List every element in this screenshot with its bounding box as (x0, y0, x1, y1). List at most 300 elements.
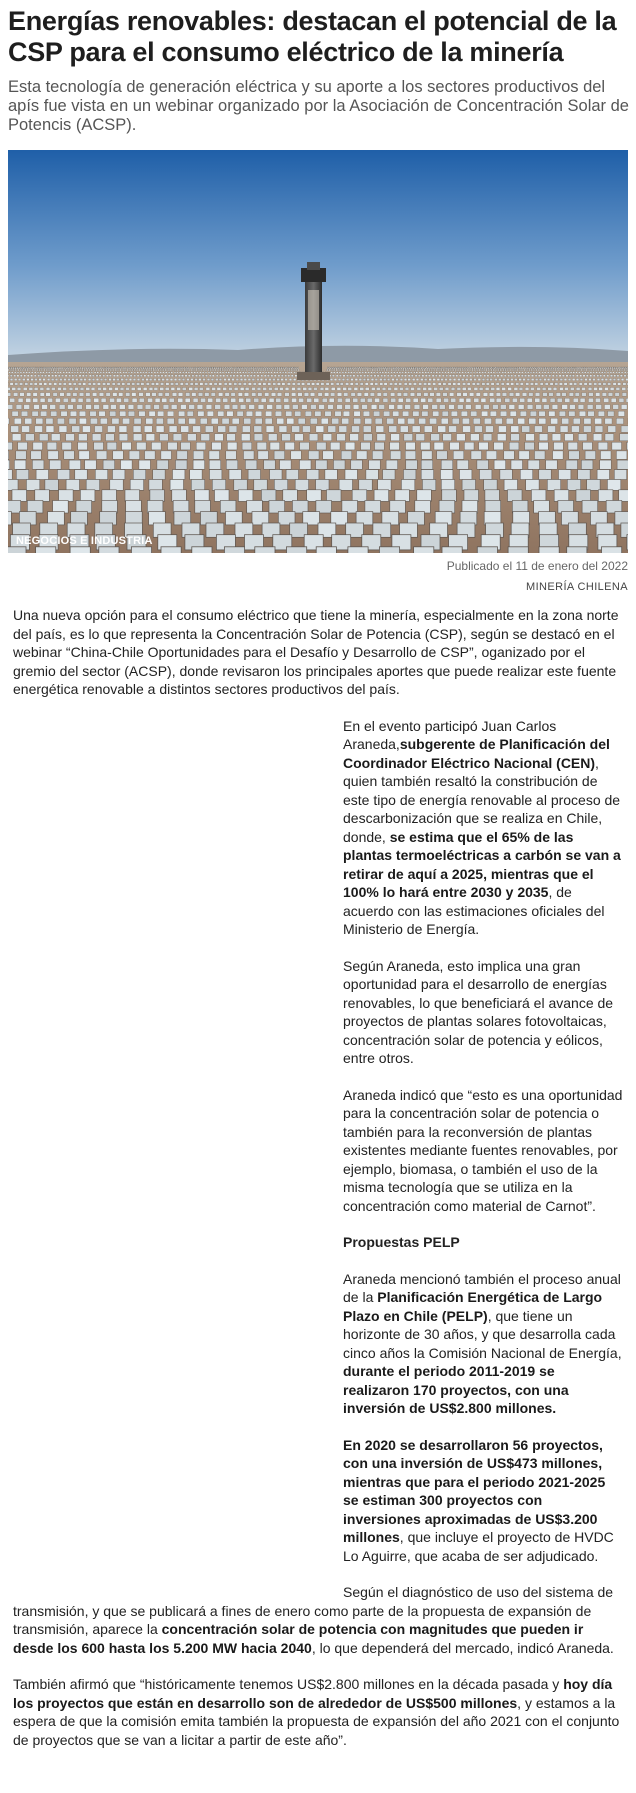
heliostat-mirror (61, 375, 63, 377)
heliostat-mirror (490, 372, 492, 374)
heliostat-mirror (100, 368, 101, 369)
heliostat-mirror (394, 388, 398, 391)
heliostat-mirror (122, 383, 125, 386)
heliostat-mirror (69, 460, 81, 469)
heliostat-mirror (435, 375, 437, 377)
heliostat-mirror (386, 460, 398, 469)
heliostat-mirror (72, 379, 75, 381)
heliostat-mirror (236, 379, 239, 381)
heliostat-mirror (195, 375, 197, 377)
heliostat-mirror (139, 460, 151, 469)
heliostat-mirror (283, 490, 298, 502)
heliostat-mirror (77, 405, 83, 410)
heliostat-mirror (84, 369, 86, 370)
heliostat-mirror (421, 379, 424, 381)
heliostat-mirror (18, 379, 21, 381)
heliostat-mirror (14, 375, 16, 377)
heliostat-mirror (36, 547, 56, 553)
heliostat-mirror (140, 372, 142, 374)
heliostat-mirror (259, 368, 260, 369)
heliostat-mirror (500, 369, 502, 370)
heliostat-mirror (359, 379, 362, 381)
heliostat-mirror (445, 379, 448, 381)
heliostat-mirror (149, 368, 150, 369)
heliostat-mirror (307, 398, 312, 402)
heliostat-mirror (178, 418, 185, 424)
heliostat-mirror (422, 375, 424, 377)
heliostat-mirror (129, 369, 131, 370)
heliostat-mirror (459, 372, 461, 374)
heliostat-mirror (512, 369, 514, 370)
heliostat-mirror (353, 372, 355, 374)
heliostat-mirror (442, 372, 444, 374)
heliostat-mirror (40, 398, 45, 402)
heliostat-mirror (620, 375, 622, 377)
heliostat-mirror (265, 368, 266, 369)
heliostat-mirror (39, 368, 40, 369)
heliostat-mirror (449, 379, 452, 381)
heliostat-mirror (40, 388, 44, 391)
heliostat-mirror (185, 368, 186, 369)
heliostat-mirror (179, 369, 181, 370)
heliostat-mirror (418, 375, 420, 377)
heliostat-mirror (143, 372, 145, 374)
heliostat-mirror (346, 375, 348, 377)
heliostat-mirror (365, 501, 381, 514)
heliostat-mirror (503, 369, 505, 370)
heliostat-mirror (475, 405, 481, 410)
heliostat-mirror (379, 368, 380, 369)
heliostat-mirror (451, 372, 453, 374)
heliostat-mirror (119, 393, 123, 396)
heliostat-mirror (436, 369, 438, 370)
heliostat-mirror (413, 383, 416, 386)
heliostat-mirror (12, 434, 21, 441)
heliostat-mirror (18, 442, 28, 450)
heliostat-mirror (585, 368, 586, 369)
heliostat-mirror (446, 375, 448, 377)
heliostat-mirror (376, 426, 384, 432)
heliostat-mirror (538, 375, 540, 377)
heliostat-mirror (26, 398, 31, 402)
heliostat-mirror (141, 383, 144, 386)
heliostat-mirror (506, 418, 513, 424)
heliostat-mirror (565, 388, 569, 391)
heliostat-mirror (86, 393, 90, 396)
heliostat-mirror (13, 368, 14, 369)
heliostat-mirror (494, 460, 506, 469)
heliostat-mirror (120, 368, 121, 369)
heliostat-mirror (354, 388, 358, 391)
heliostat-mirror (124, 369, 126, 370)
heliostat-mirror (608, 426, 616, 432)
heliostat-mirror (442, 547, 462, 553)
heliostat-mirror (139, 368, 140, 369)
heliostat-mirror (191, 372, 193, 374)
heliostat-mirror (263, 368, 264, 369)
heliostat-mirror (158, 379, 161, 381)
heliostat-mirror (403, 369, 405, 370)
heliostat-mirror (342, 418, 349, 424)
heliostat-mirror (148, 372, 150, 374)
heliostat-mirror (253, 383, 256, 386)
heliostat-mirror (516, 393, 520, 396)
heliostat-mirror (112, 383, 115, 386)
heliostat-mirror (212, 480, 225, 491)
heliostat-mirror (617, 375, 619, 377)
heliostat-mirror (445, 369, 447, 370)
heliostat-mirror (308, 388, 312, 391)
heliostat-mirror (339, 480, 352, 491)
heliostat-mirror (106, 372, 108, 374)
heliostat-mirror (467, 372, 469, 374)
heliostat-mirror (444, 398, 449, 402)
heliostat-mirror (325, 393, 329, 396)
heliostat-mirror (593, 434, 602, 441)
heliostat-mirror (598, 383, 601, 386)
heliostat-mirror (303, 388, 307, 391)
heliostat-mirror (175, 368, 176, 369)
heliostat-mirror (206, 388, 210, 391)
heliostat-mirror (372, 388, 376, 391)
heliostat-mirror (120, 372, 122, 374)
heliostat-mirror (573, 372, 575, 374)
heliostat-mirror (328, 426, 336, 432)
heliostat-mirror (511, 426, 519, 432)
heliostat-mirror (416, 379, 419, 381)
heliostat-mirror (271, 368, 272, 369)
heliostat-mirror (247, 375, 249, 377)
heliostat-mirror (226, 368, 227, 369)
heliostat-mirror (318, 393, 322, 396)
heliostat-mirror (231, 369, 233, 370)
heliostat-mirror (202, 368, 203, 369)
heliostat-mirror (212, 388, 216, 391)
heliostat-mirror (239, 398, 244, 402)
heliostat-mirror (114, 372, 116, 374)
heliostat-mirror (484, 368, 485, 369)
heliostat-mirror (360, 388, 364, 391)
heliostat-mirror (543, 393, 547, 396)
heliostat-mirror (268, 372, 270, 374)
heliostat-mirror (419, 418, 426, 424)
heliostat-mirror (64, 451, 75, 459)
heliostat-mirror (29, 369, 31, 370)
heliostat-mirror (321, 418, 328, 424)
heliostat-mirror (334, 368, 335, 369)
heliostat-mirror (80, 490, 95, 502)
heliostat-mirror (618, 368, 619, 369)
heliostat-mirror (419, 383, 422, 386)
heliostat-mirror (412, 369, 414, 370)
heliostat-mirror (440, 405, 446, 410)
heliostat-mirror (433, 411, 439, 416)
heliostat-mirror (48, 372, 50, 374)
heliostat-mirror (274, 375, 276, 377)
heliostat-mirror (240, 388, 244, 391)
heliostat-mirror (578, 368, 579, 369)
heliostat-mirror (209, 451, 220, 459)
heliostat-mirror (171, 405, 177, 410)
heliostat-mirror (618, 383, 621, 386)
heliostat-mirror (531, 379, 534, 381)
heliostat-mirror (152, 442, 162, 450)
article-paragraph: En 2020 se desarrollaron 56 proyectos, con una inversión de US$473 millones, mientras que para el periodo 2021-2025 se estiman 300 proyectos con inversiones aproximadas de US$3.200 millones, que incluye el proyecto de HVDC Lo Aguirre, que acaba de ser adjudicado. (343, 1436, 614, 1564)
heliostat-mirror (94, 368, 95, 369)
heliostat-mirror (295, 480, 308, 491)
heliostat-mirror (153, 470, 165, 480)
heliostat-mirror (251, 372, 253, 374)
heliostat-mirror (115, 388, 119, 391)
heliostat-mirror (257, 388, 261, 391)
heliostat-mirror (414, 405, 420, 410)
heliostat-mirror (552, 379, 555, 381)
heliostat-mirror (550, 369, 552, 370)
heliostat-mirror (165, 393, 169, 396)
heliostat-mirror (32, 460, 44, 469)
heliostat-mirror (583, 369, 585, 370)
heliostat-mirror (275, 411, 281, 416)
heliostat-mirror (86, 405, 92, 410)
heliostat-mirror (490, 411, 496, 416)
heliostat-mirror (500, 368, 501, 369)
heliostat-mirror (127, 383, 130, 386)
heliostat-mirror (192, 547, 212, 553)
heliostat-mirror (201, 398, 206, 402)
heliostat-mirror (58, 375, 60, 377)
heliostat-mirror (529, 418, 536, 424)
heliostat-mirror (364, 393, 368, 396)
heliostat-mirror (200, 368, 201, 369)
heliostat-mirror (486, 368, 487, 369)
heliostat-mirror (374, 368, 375, 369)
heliostat-mirror (346, 368, 347, 369)
heliostat-mirror (104, 379, 107, 381)
heliostat-mirror (343, 388, 347, 391)
heliostat-mirror (89, 369, 91, 370)
heliostat-mirror (192, 375, 194, 377)
heliostat-mirror (59, 405, 65, 410)
heliostat-mirror (134, 372, 136, 374)
heliostat-mirror (627, 375, 628, 377)
heliostat-mirror (257, 379, 260, 381)
heliostat-mirror (476, 372, 478, 374)
heliostat-mirror (80, 368, 81, 369)
heliostat-mirror (452, 375, 454, 377)
heliostat-mirror (428, 388, 432, 391)
heliostat-mirror (362, 368, 363, 369)
heliostat-mirror (334, 379, 337, 381)
heliostat-mirror (553, 372, 555, 374)
heliostat-mirror (173, 470, 185, 480)
heliostat-mirror (189, 418, 196, 424)
heliostat-mirror (136, 369, 138, 370)
heliostat-mirror (244, 451, 255, 459)
heliostat-mirror (224, 547, 244, 553)
heliostat-mirror (266, 426, 274, 432)
heliostat-mirror (31, 379, 34, 381)
heliostat-mirror (500, 470, 512, 480)
heliostat-mirror (177, 388, 181, 391)
heliostat-mirror (232, 405, 238, 410)
heliostat-mirror (154, 379, 157, 381)
heliostat-mirror (584, 418, 591, 424)
heliostat-mirror (243, 383, 246, 386)
heliostat-mirror (408, 418, 415, 424)
heliostat-mirror (605, 379, 608, 381)
heliostat-mirror (370, 375, 372, 377)
heliostat-mirror (50, 460, 62, 469)
heliostat-mirror (14, 418, 21, 424)
heliostat-mirror (495, 379, 498, 381)
heliostat-mirror (106, 434, 115, 441)
heliostat-mirror (486, 383, 489, 386)
heliostat-mirror (596, 372, 598, 374)
heliostat-mirror (390, 383, 393, 386)
heliostat-mirror (533, 368, 534, 369)
heliostat-mirror (33, 393, 37, 396)
heliostat-mirror (496, 398, 501, 402)
heliostat-mirror (502, 393, 506, 396)
heliostat-mirror (511, 460, 523, 469)
heliostat-mirror (544, 372, 546, 374)
heliostat-mirror (231, 393, 235, 396)
heliostat-mirror (170, 480, 183, 491)
heliostat-mirror (352, 490, 367, 502)
heliostat-mirror (47, 379, 50, 381)
heliostat-mirror (91, 369, 93, 370)
heliostat-mirror (562, 405, 568, 410)
heliostat-mirror (423, 405, 429, 410)
heliostat-mirror (405, 369, 407, 370)
heliostat-mirror (76, 368, 77, 369)
heliostat-mirror (568, 379, 571, 381)
heliostat-mirror (53, 501, 69, 514)
heliostat-mirror (9, 368, 10, 369)
heliostat-mirror (416, 372, 418, 374)
heliostat-mirror (365, 372, 367, 374)
heliostat-mirror (583, 375, 585, 377)
heliostat-mirror (586, 375, 588, 377)
heliostat-mirror (220, 369, 222, 370)
heliostat-mirror (535, 368, 536, 369)
heliostat-mirror (336, 369, 338, 370)
heliostat-mirror (436, 393, 440, 396)
heliostat-mirror (416, 434, 425, 441)
heliostat-mirror (398, 398, 403, 402)
heliostat-mirror (522, 426, 530, 432)
heliostat-mirror (163, 368, 164, 369)
heliostat-mirror (206, 368, 207, 369)
heliostat-mirror (516, 383, 519, 386)
heliostat-mirror (448, 383, 451, 386)
heliostat-mirror (182, 388, 186, 391)
heliostat-mirror (357, 393, 361, 396)
heliostat-mirror (432, 405, 438, 410)
heliostat-mirror (570, 372, 572, 374)
heliostat-mirror (434, 388, 438, 391)
heliostat-mirror (477, 460, 489, 469)
heliostat-mirror (66, 434, 75, 441)
heliostat-mirror (528, 460, 540, 469)
heliostat-mirror (454, 368, 455, 369)
article-source: MINERÍA CHILENA (526, 581, 628, 593)
heliostat-mirror (128, 405, 134, 410)
heliostat-mirror (311, 405, 317, 410)
heliostat-mirror (572, 379, 575, 381)
heliostat-mirror (471, 451, 482, 459)
heliostat-mirror (68, 405, 74, 410)
heliostat-mirror (489, 393, 493, 396)
heliostat-mirror (79, 418, 86, 424)
heliostat-mirror (593, 375, 595, 377)
heliostat-mirror (371, 379, 374, 381)
heliostat-mirror (436, 398, 441, 402)
heliostat-mirror (188, 375, 190, 377)
heliostat-mirror (360, 369, 362, 370)
heliostat-mirror (170, 379, 173, 381)
heliostat-mirror (64, 368, 65, 369)
heliostat-mirror (145, 372, 147, 374)
heliostat-mirror (267, 375, 269, 377)
heliostat-mirror (27, 368, 28, 369)
heliostat-mirror (110, 398, 115, 402)
heliostat-mirror (383, 368, 384, 369)
heliostat-mirror (425, 375, 427, 377)
heliostat-mirror (591, 369, 593, 370)
heliostat-mirror (519, 368, 520, 369)
heliostat-mirror (121, 379, 124, 381)
heliostat-mirror (133, 379, 136, 381)
heliostat-mirror (128, 411, 134, 416)
heliostat-mirror (422, 480, 435, 491)
heliostat-mirror (466, 398, 471, 402)
heliostat-mirror (550, 383, 553, 386)
heliostat-mirror (135, 368, 136, 369)
heliostat-mirror (330, 368, 331, 369)
heliostat-mirror (589, 383, 592, 386)
heliostat-mirror (345, 398, 350, 402)
heliostat-mirror (120, 405, 126, 410)
heliostat-mirror (284, 405, 290, 410)
heliostat-mirror (245, 388, 249, 391)
heliostat-mirror (99, 393, 103, 396)
heliostat-mirror (610, 369, 612, 370)
heliostat-mirror (252, 393, 256, 396)
heliostat-mirror (608, 411, 614, 416)
heliostat-mirror (18, 398, 23, 402)
heliostat-mirror (604, 372, 606, 374)
heliostat-mirror (115, 368, 116, 369)
heliostat-mirror (257, 375, 259, 377)
heliostat-mirror (448, 372, 450, 374)
heliostat-mirror (10, 369, 12, 370)
heliostat-mirror (80, 372, 82, 374)
heliostat-mirror (16, 470, 28, 480)
heliostat-mirror (462, 480, 475, 491)
heliostat-mirror (331, 383, 334, 386)
heliostat-mirror (65, 375, 67, 377)
heliostat-mirror (611, 398, 616, 402)
heliostat-mirror (97, 383, 100, 386)
heliostat-mirror (556, 375, 558, 377)
heliostat-mirror (412, 379, 415, 381)
heliostat-mirror (336, 372, 338, 374)
heliostat-mirror (305, 411, 311, 416)
heliostat-mirror (387, 375, 389, 377)
heliostat-mirror (291, 451, 302, 459)
heliostat-mirror (113, 393, 117, 396)
